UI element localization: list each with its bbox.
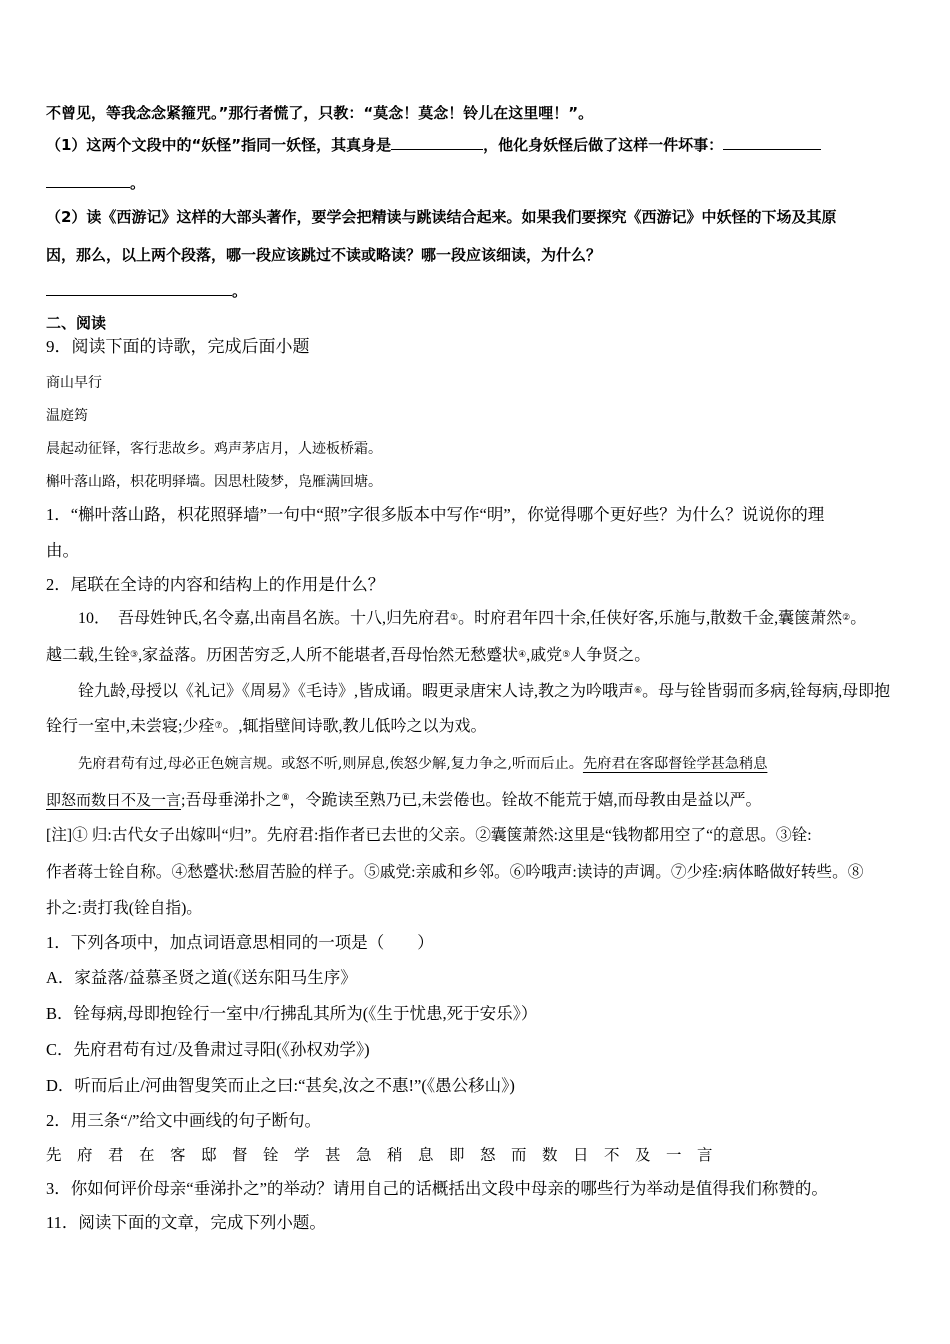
q8-sub1-text2: ，他化身妖怪后做了这样一件坏事： xyxy=(483,136,724,154)
answer-blank-2[interactable] xyxy=(723,135,821,150)
q8-line-top: 不曾见，等我念念紧箍咒。”那行者慌了，只教：“莫念！莫念！铃儿在这里哩！”。 xyxy=(46,104,594,122)
q10-p1-line1: 10． 吾母姓钟氏,名令嘉,出南昌名族。十八,归先府君①。时府君年四十余,任侠好客,乐施与,散数千金,囊箧萧然②。 xyxy=(78,610,867,627)
q10-p2-line1: 铨九龄,母授以《礼记》《周易》《毛诗》,皆成诵。暇更录唐宋人诗,教之为吟哦声⑥。母与铨皆弱而多病,铨每病,母即抱 xyxy=(78,683,891,700)
poem-title: 商山早行 xyxy=(46,375,102,391)
poem-line-1: 晨起动征铎，客行悲故乡。鸡声茅店月，人迹板桥霜。 xyxy=(46,441,382,457)
option-c[interactable]: C．先府君苟有过/及鲁肃过寻阳(《孙权劝学》) xyxy=(46,1040,370,1059)
q10-p1-line2: 越二载,生铨③,家益落。历困苦穷乏,人所不能堪者,吾母怡然无愁蹙状④,戚党⑤人争贤之。 xyxy=(46,647,651,664)
option-b[interactable]: B．铨每病,母即抱铨行一室中/行拂乱其所为(《生于忧患,死于安乐》） xyxy=(46,1004,538,1023)
option-d[interactable]: D．听而后止/河曲智叟笑而止之曰:“甚矣,汝之不惠!”(《愚公移山》) xyxy=(46,1076,515,1095)
q11-title: 11．阅读下面的文章，完成下列小题。 xyxy=(46,1213,326,1232)
q10-p3-line1: 先府君苟有过,母必正色婉言规。或怒不听,则屏息,俟怒少解,复力争之,听而后止。先府君在客邸督铨学甚急稍息 xyxy=(78,756,768,772)
sentence-to-punctuate: 先府君在客邸督铨学甚急稍息即怒而数日不及一言 xyxy=(46,1146,729,1164)
q10-note-line2: 作者蒋士铨自称。④愁蹙状:愁眉苦脸的样子。⑤戚党:亲戚和乡邻。⑥吟哦声:读诗的声调。⑦少痊:病体略做好转些。⑧ xyxy=(46,864,864,881)
end-mark: 。 xyxy=(130,174,146,192)
q9-sub1-line2: 由。 xyxy=(46,541,79,560)
q8-sub2-line2: 因，那么，以上两个段落，哪一段应该跳过不读或略读？哪一段应该细读，为什么？ xyxy=(46,246,602,264)
q9-title: 9．阅读下面的诗歌，完成后面小题 xyxy=(46,337,310,356)
q8-sub2-answer xyxy=(46,280,906,302)
underlined-sentence-part1: 先府君在客邸督铨学甚急稍息 xyxy=(582,756,768,772)
option-a[interactable]: A．家益落/益慕圣贤之道(《送东阳马生序》 xyxy=(46,968,357,987)
q10-sub1: 1．下列各项中，加点词语意思相同的一项是（ ） xyxy=(46,933,434,952)
underlined-sentence-part2: 即怒而数日不及一言 xyxy=(46,791,182,809)
q8-sub1-cont xyxy=(46,172,906,194)
q10-p2-line2: 铨行一室中,未尝寝;少痊⑦。,辄指壁间诗歌,教儿低吟之以为戏。 xyxy=(46,718,487,735)
q10-sub3: 3．你如何评价母亲“垂涕扑之”的举动？请用自己的话概括出文段中母亲的哪些行为举动是值得我们称赞的。 xyxy=(46,1179,828,1198)
q8-sub1 xyxy=(46,134,906,156)
q10-sub2: 2．用三条“/”给文中画线的句子断句。 xyxy=(46,1111,321,1130)
poem-line-2: 槲叶落山路，枳花明驿墙。因思杜陵梦，凫雁满回塘。 xyxy=(46,474,382,490)
poem-author: 温庭筠 xyxy=(46,408,88,424)
q10-note-line3: 扑之:责打我(铨自指)。 xyxy=(46,900,202,917)
q8-sub2-line1: （2）读《西游记》这样的大部头著作，要学会把精读与跳读结合起来。如果我们要探究《西游记》中妖怪的下场及其原 xyxy=(46,208,837,226)
answer-blank-3[interactable] xyxy=(46,173,130,188)
q9-sub1-line1: 1．“槲叶落山路，枳花照驿墙”一句中“照”字很多版本中写作“明”，你觉得哪个更好些？为什么？说说你的理 xyxy=(46,505,825,524)
answer-blank-4[interactable] xyxy=(46,281,232,296)
q10-p3-line2: 即怒而数日不及一言;吾母垂涕扑之⑧，令跪读至熟乃已,未尝倦也。铨故不能荒于嬉,而母教由是益以严。 xyxy=(46,791,762,809)
answer-blank-1[interactable] xyxy=(391,135,483,150)
q10-note-line1: [注]① 归:古代女子出嫁叫“归”。先府君:指作者已去世的父亲。②囊箧萧然:这里是“钱物都用空了“的意思。③铨: xyxy=(46,827,812,844)
q9-sub2: 2．尾联在全诗的内容和结构上的作用是什么？ xyxy=(46,575,385,594)
section-title: 二、阅读 xyxy=(46,314,107,332)
end-mark-2: 。 xyxy=(232,282,248,300)
q8-sub1-text1: （1）这两个文段中的“妖怪”指同一妖怪，其真身是 xyxy=(46,136,392,154)
